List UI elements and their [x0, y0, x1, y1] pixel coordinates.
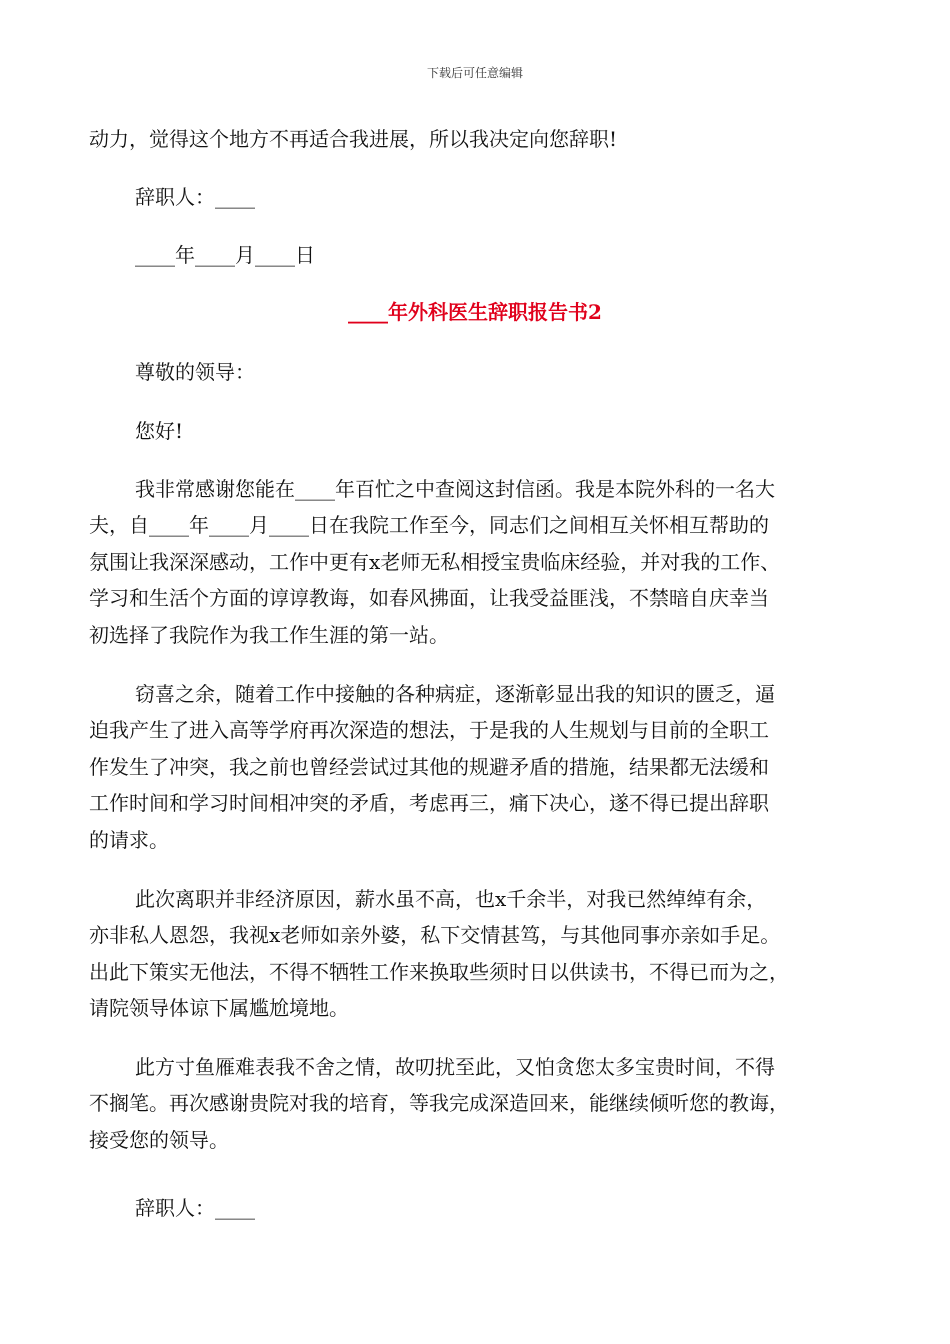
closing-signature: 辞职人：____ — [135, 1196, 255, 1220]
paragraph-line: 此方寸鱼雁难表我不舍之情，故叨扰至此，又怕贪您太多宝贵时间，不得 — [135, 1055, 775, 1079]
signature-line: 辞职人：____ — [135, 185, 255, 209]
paragraph-line: 工作时间和学习时间相冲突的矛盾，考虑再三，痛下决心，遂不得已提出辞职 — [89, 791, 769, 815]
paragraph-line: 的请求。 — [89, 828, 169, 852]
paragraph-line: 初选择了我院作为我工作生涯的第一站。 — [89, 623, 449, 647]
paragraph-line: 此次离职并非经济原因，薪水虽不高，也x千余半，对我已然绰绰有余， — [135, 887, 767, 911]
page-header: 下载后可任意编辑 — [426, 66, 523, 80]
greeting: 您好! — [135, 419, 184, 443]
paragraph-line: 出此下策实无他法，不得不牺牲工作来换取些须时日以供读书，不得已而为之， — [89, 960, 789, 984]
paragraph-line: 迫我产生了进入高等学府再次深造的想法，于是我的人生规划与目前的全职工 — [89, 718, 769, 742]
paragraph-line: 学习和生活个方面的谆谆教诲，如春风拂面，让我受益匪浅，不禁暗自庆幸当 — [89, 586, 769, 610]
continuation-line: 动力，觉得这个地方不再适合我进展，所以我决定向您辞职! — [89, 127, 618, 151]
paragraph-line: 作发生了冲突，我之前也曾经尝试过其他的规避矛盾的措施，结果都无法缓和 — [89, 755, 769, 779]
paragraph-line: 氛围让我深深感动，工作中更有x老师无私相授宝贵临床经验，并对我的工作、 — [89, 550, 781, 574]
document-title: ____年外科医生辞职报告书2 — [348, 300, 602, 324]
paragraph-line: 亦非私人恩怨，我视x老师如亲外婆，私下交情甚笃，与其他同事亦亲如手足。 — [89, 923, 781, 947]
date-line: ____年____月____日 — [135, 243, 315, 267]
salutation: 尊敬的领导： — [135, 360, 255, 384]
paragraph-line: 接受您的领导。 — [89, 1128, 229, 1152]
paragraph-line: 不搁笔。再次感谢贵院对我的培育，等我完成深造回来，能继续倾听您的教诲， — [89, 1091, 789, 1115]
paragraph-line: 我非常感谢您能在____年百忙之中查阅这封信函。我是本院外科的一名大 — [135, 477, 775, 501]
paragraph-line: 窃喜之余，随着工作中接触的各种病症，逐渐彰显出我的知识的匮乏，逼 — [135, 682, 775, 706]
paragraph-line: 请院领导体谅下属尴尬境地。 — [89, 996, 349, 1020]
paragraph-line: 夫，自____年____月____日在我院工作至今，同志们之间相互关怀相互帮助的 — [89, 513, 769, 537]
